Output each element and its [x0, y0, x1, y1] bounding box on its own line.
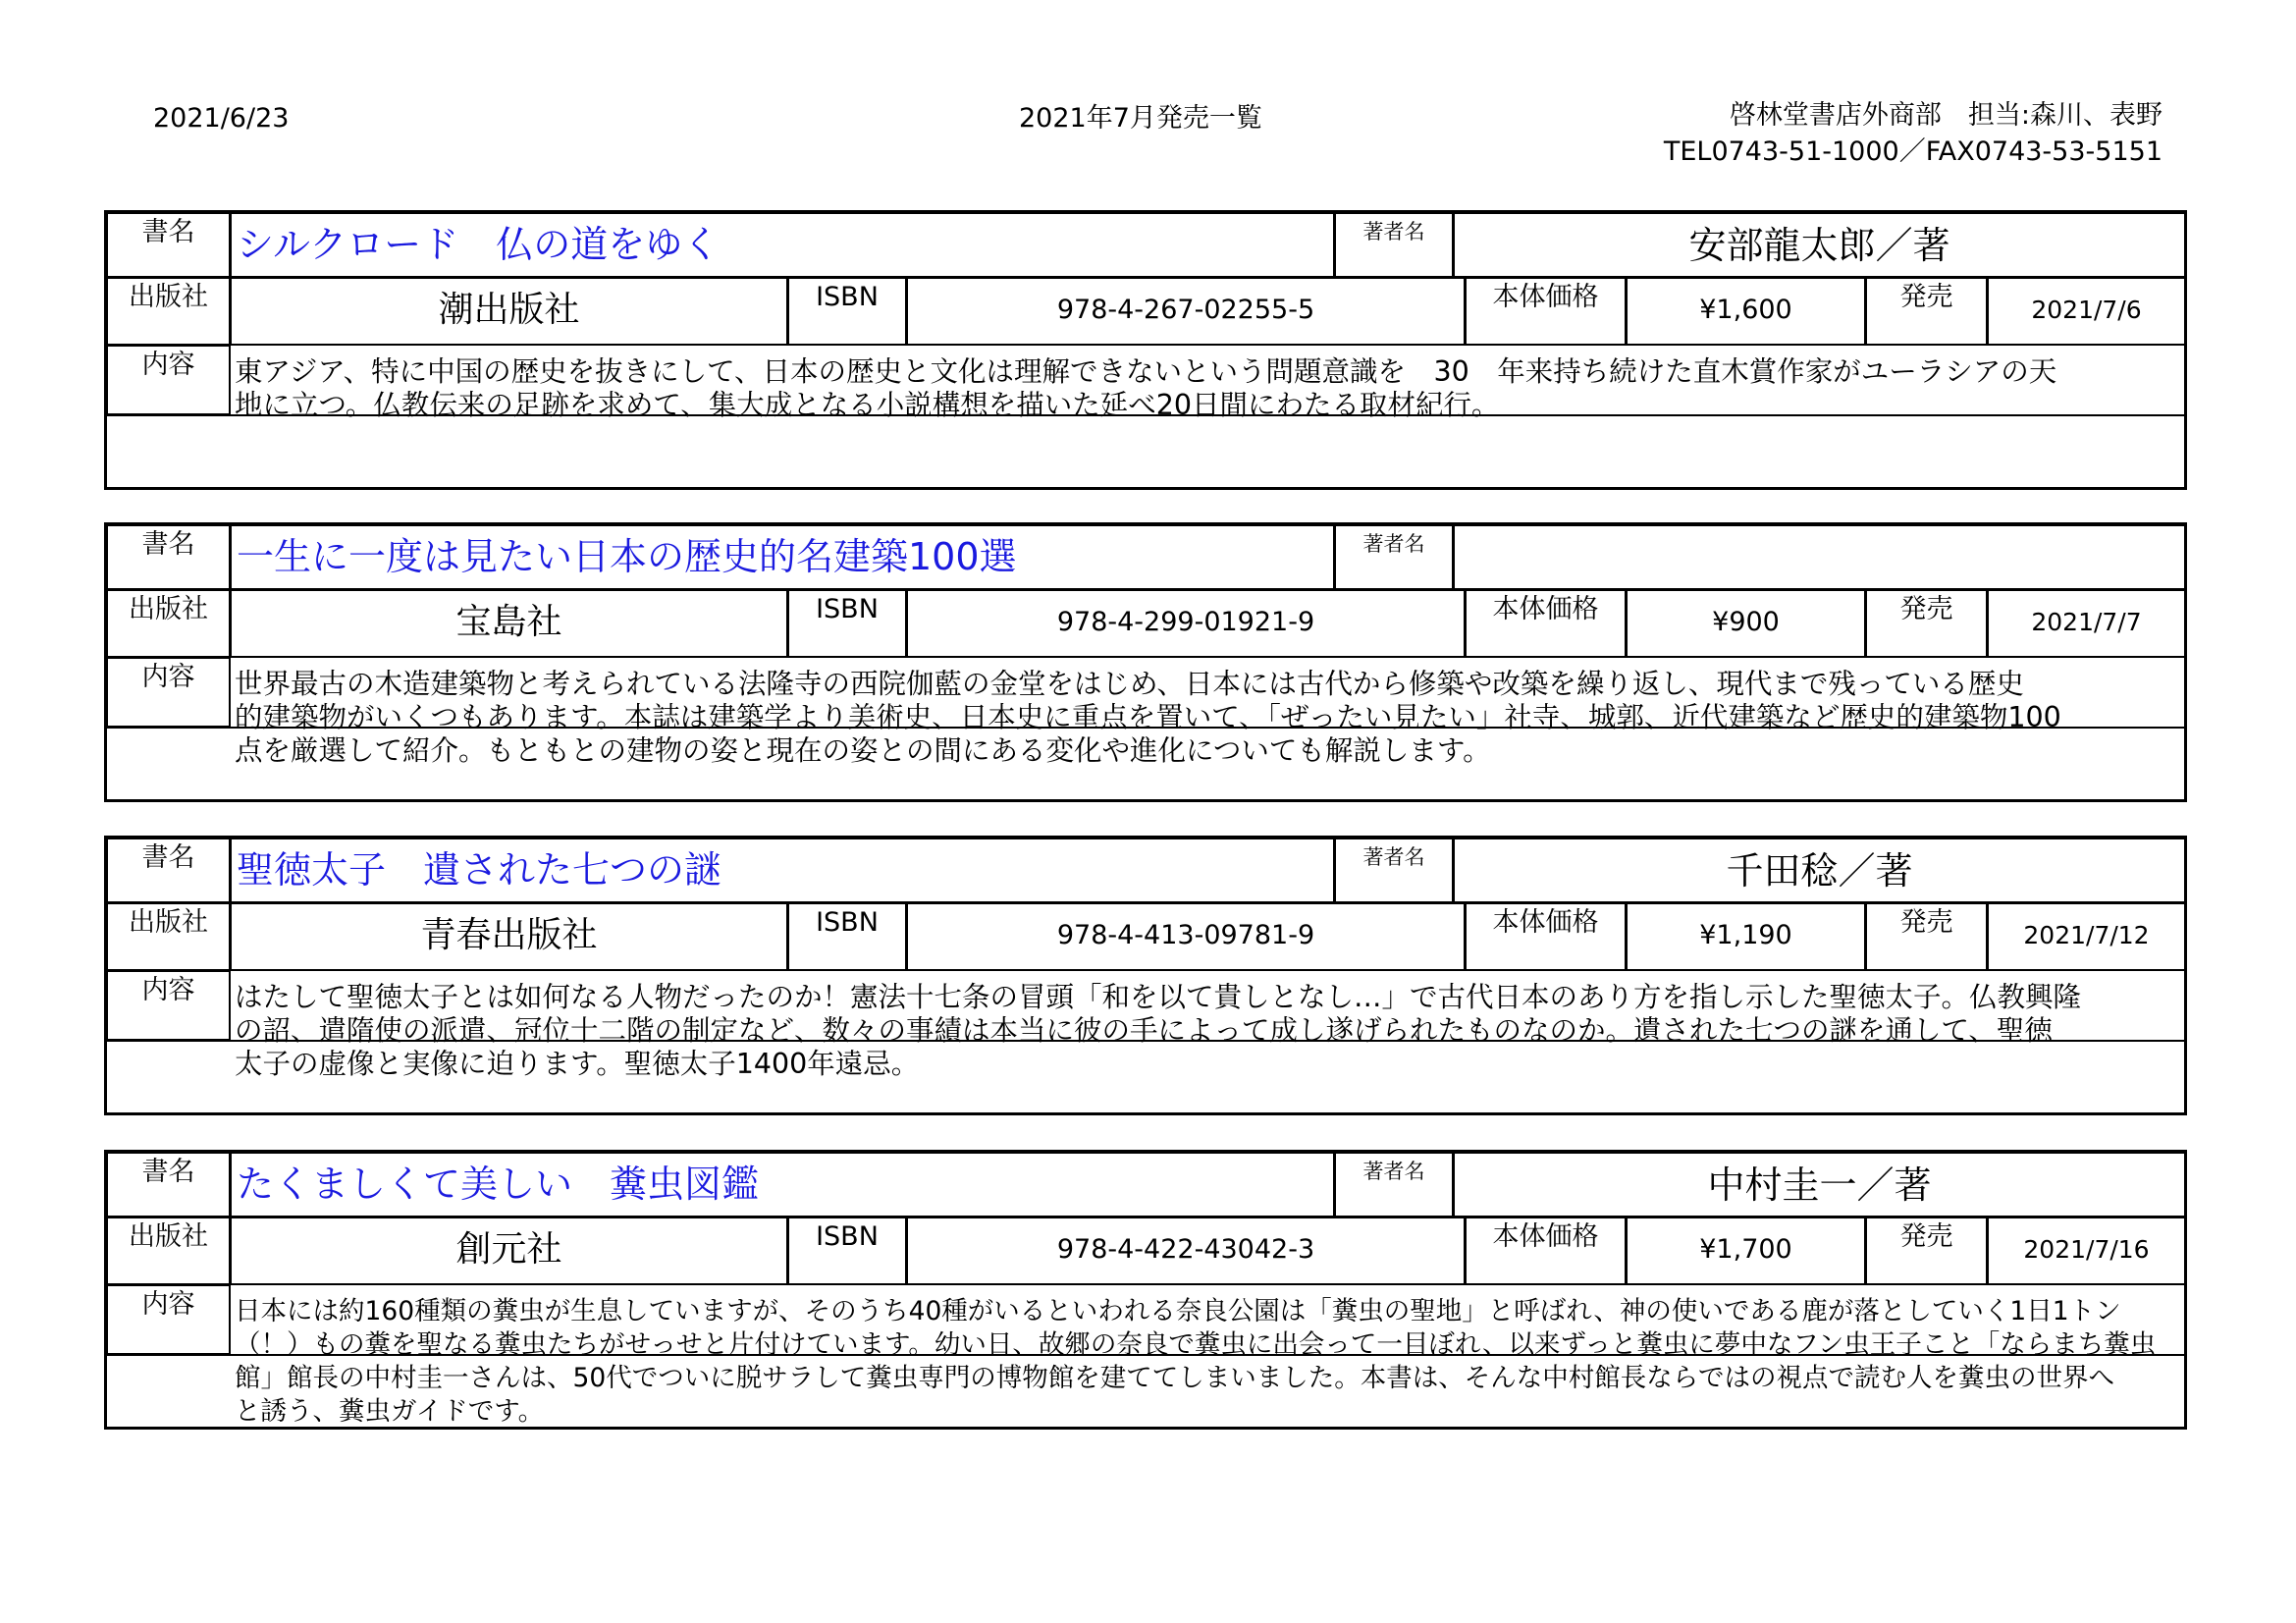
title-label: 書名: [106, 524, 231, 590]
author-name: [1453, 524, 2186, 590]
price-label: 本体価格: [1465, 277, 1627, 346]
description: [235, 1295, 2188, 1429]
price-label: 本体価格: [1465, 589, 1627, 658]
description-line: （！）もの糞を聖なる糞虫たちがせっせと片付けています。幼い日、故郷の奈良で糞虫に出会って一目ぼれ、以来ずっと糞虫に夢中なフン虫王子こと「ならまち糞虫: [235, 1329, 2157, 1360]
title-label: 書名: [106, 838, 231, 903]
price-value: ¥1,190: [1626, 902, 1866, 971]
release-label: 発売: [1865, 277, 1988, 346]
isbn-label: ISBN: [787, 589, 907, 658]
store-phone-fax: TEL0743-51-1000／FAX0743-53-5151: [1663, 136, 2163, 167]
author-label: 著者名: [1334, 212, 1454, 278]
content-label-divider: [229, 345, 231, 415]
isbn-value: 978-4-422-43042-3: [906, 1217, 1466, 1285]
publisher-name: 創元社: [230, 1217, 788, 1285]
release-label: 発売: [1865, 589, 1988, 658]
price-value: ¥900: [1626, 589, 1866, 658]
store-contact-person: 啓林堂書店外商部 担当:森川、表野: [1729, 100, 2163, 131]
book-entry: [104, 522, 2187, 802]
description-line: はたして聖徳太子とは如何なる人物だったのか！憲法十七条の冒頭「和を以て貴しとなし…」で古代日本のあり方を指し示した聖徳太子。仏教興隆: [235, 981, 2082, 1013]
author-name: 千田稔／著: [1453, 838, 2186, 903]
isbn-value: 978-4-267-02255-5: [906, 277, 1466, 346]
title-label: 書名: [106, 1152, 231, 1217]
release-date: 2021/7/12: [1987, 902, 2186, 971]
description: [235, 668, 2188, 768]
book-entry: [104, 1150, 2187, 1430]
description-line: 世界最古の木造建築物と考えられている法隆寺の西院伽藍の金堂をはじめ、日本には古代から修築や改築を繰り返し、現代まで残っている歴史: [235, 668, 2024, 700]
isbn-label: ISBN: [787, 277, 907, 346]
publisher-name: 潮出版社: [230, 277, 788, 346]
description-line: の詔、遣隋使の派遣、冠位十二階の制定など、数々の事績は本当に彼の手によって成し遂げられたものなのか。遺された七つの謎を通して、聖徳: [235, 1014, 2053, 1047]
description-line: 東アジア、特に中国の歴史を抜きにして、日本の歴史と文化は理解できないという問題意識を 30 年来持ち続けた直木賞作家がユーラシアの天: [235, 355, 2057, 388]
isbn-value: 978-4-413-09781-9: [906, 902, 1466, 971]
isbn-label: ISBN: [787, 902, 907, 971]
content-label: 内容: [106, 657, 231, 728]
page-title: 2021年7月発売一覧: [1019, 103, 1262, 134]
price-label: 本体価格: [1465, 1217, 1627, 1285]
author-label: 著者名: [1334, 524, 1454, 590]
publisher-label: 出版社: [106, 902, 231, 971]
book-entry: [104, 210, 2187, 490]
book-title: たくましくて美しい 糞虫図鑑: [230, 1152, 1335, 1217]
book-title: 聖徳太子 遺された七つの謎: [230, 838, 1335, 903]
description-line: と誘う、糞虫ガイドです。: [235, 1396, 545, 1427]
release-date: 2021/7/16: [1987, 1217, 2186, 1285]
description: [235, 355, 2188, 422]
publisher-name: 青春出版社: [230, 902, 788, 971]
release-label: 発売: [1865, 1217, 1988, 1285]
author-label: 著者名: [1334, 1152, 1454, 1217]
book-title: シルクロード 仏の道をゆく: [230, 212, 1335, 278]
isbn-label: ISBN: [787, 1217, 907, 1285]
content-label: 内容: [106, 1284, 231, 1355]
price-value: ¥1,700: [1626, 1217, 1866, 1285]
price-value: ¥1,600: [1626, 277, 1866, 346]
book-title: 一生に一度は見たい日本の歴史的名建築100選: [230, 524, 1335, 590]
author-name: 安部龍太郎／著: [1453, 212, 2186, 278]
description-line: 日本には約160種類の糞虫が生息していますが、そのうち40種がいるといわれる奈良公園は「糞虫の聖地」と呼ばれ、神の使いである鹿が落としていく1日1トン: [235, 1296, 2121, 1326]
description: [235, 981, 2188, 1081]
author-name: 中村圭一／著: [1453, 1152, 2186, 1217]
publisher-name: 宝島社: [230, 589, 788, 658]
content-label: 内容: [106, 345, 231, 415]
description-line: 館」館長の中村圭一さんは、50代でついに脱サラして糞虫専門の博物館を建ててしまいました。本書は、そんな中村館長ならではの視点で読む人を糞虫の世界へ: [235, 1363, 2114, 1393]
release-date: 2021/7/7: [1987, 589, 2186, 658]
release-label: 発売: [1865, 902, 1988, 971]
content-label-divider: [229, 657, 231, 728]
content-label-divider: [229, 970, 231, 1041]
description-line: 太子の虚像と実像に迫ります。聖徳太子1400年遠忌。: [235, 1048, 920, 1080]
description-line: 点を厳選して紹介。もともとの建物の姿と現在の姿との間にある変化や進化についても解説します。: [235, 734, 1491, 767]
book-entry: [104, 836, 2187, 1115]
content-label-divider: [229, 1284, 231, 1355]
description-line: 的建築物がいくつもあります。本誌は建築学より美術史、日本史に重点を置いて、「ぜったい見たい」社寺、城郭、近代建築など歴史的建築物100: [235, 701, 2061, 733]
publisher-label: 出版社: [106, 589, 231, 658]
content-label: 内容: [106, 970, 231, 1041]
price-label: 本体価格: [1465, 902, 1627, 971]
release-date: 2021/7/6: [1987, 277, 2186, 346]
publisher-label: 出版社: [106, 1217, 231, 1285]
title-label: 書名: [106, 212, 231, 278]
author-label: 著者名: [1334, 838, 1454, 903]
list-date: 2021/6/23: [153, 103, 290, 134]
isbn-value: 978-4-299-01921-9: [906, 589, 1466, 658]
publisher-label: 出版社: [106, 277, 231, 346]
description-line: 地に立つ。仏教伝来の足跡を求めて、集大成となる小説構想を描いた延べ20日間にわたる取材紀行。: [235, 389, 1500, 421]
